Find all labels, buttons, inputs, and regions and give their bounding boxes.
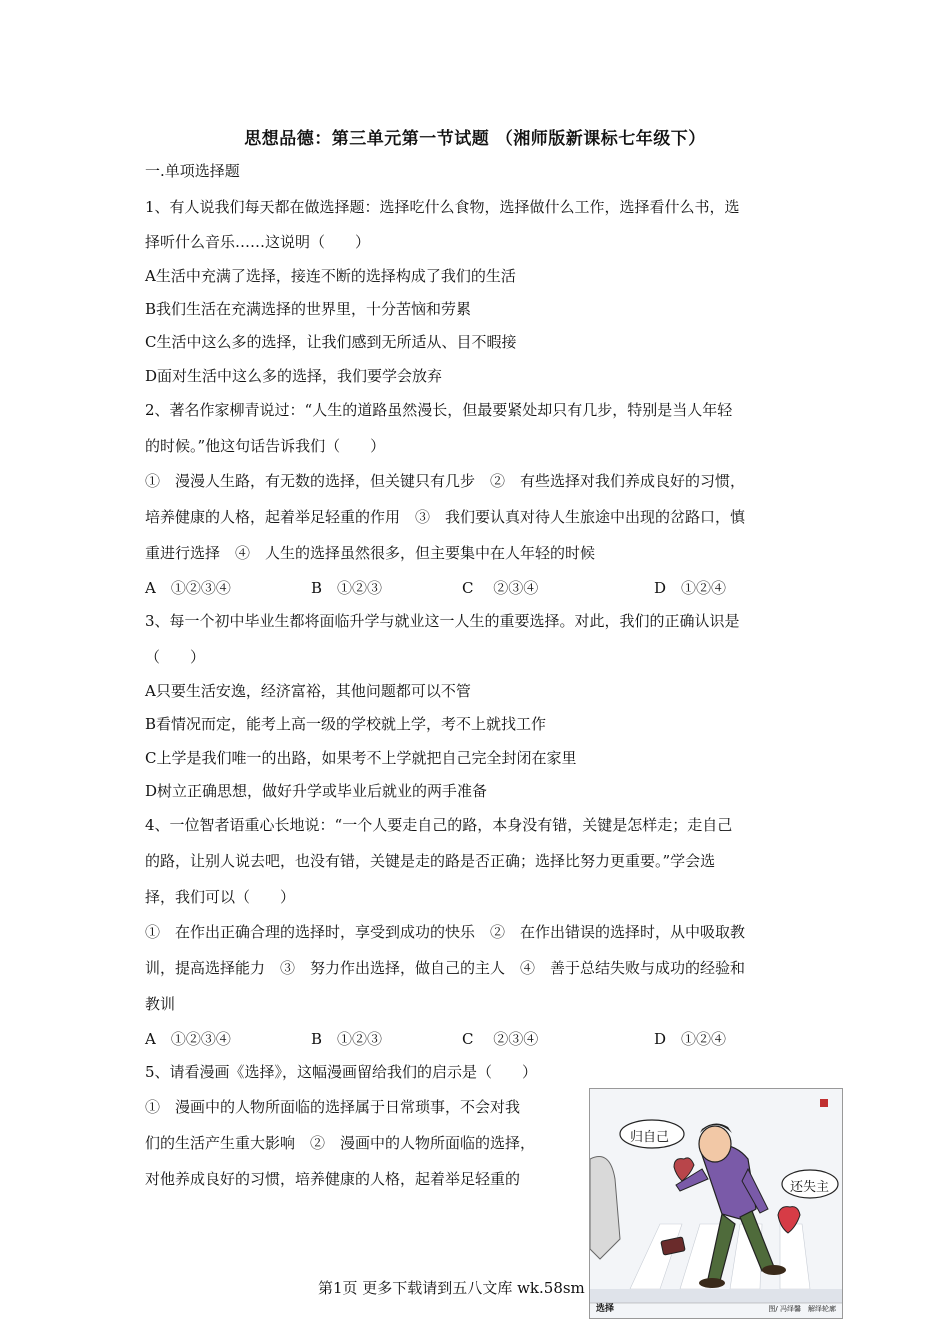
q1-option-d: D面对生活中这么多的选择，我们要学会放弃 <box>145 367 443 385</box>
q2-stem-cont: 的时候。”他这句话告诉我们（ ） <box>145 437 386 455</box>
q3-stem-cont: （ ） <box>145 648 206 666</box>
q4-option-c: C ②③④ <box>462 1030 539 1048</box>
q5-statement-line: 对他养成良好的习惯，培养健康的人格，起着举足轻重的 <box>145 1170 521 1188</box>
q4-option-d: D ①②④ <box>654 1030 727 1048</box>
section-heading: 一.单项选择题 <box>145 162 240 180</box>
q2-statement-line: 重进行选择 ④ 人生的选择虽然很多，但主要集中在人年轻的时候 <box>145 544 596 562</box>
q4-stem-cont: 的路，让别人说去吧，也没有错，关键是走的路是否正确；选择比努力更重要。”学会选 <box>145 852 716 870</box>
q4-option-a: A ①②③④ <box>145 1030 231 1048</box>
q1-option-c: C生活中这么多的选择，让我们感到无所适从、目不暇接 <box>145 333 517 351</box>
comic-credit: 图/ 冯绎馨 解绎轮廓 <box>768 1305 836 1313</box>
q2-stem: 2、著名作家柳青说过：“人生的道路虽然漫长，但最要紧处却只有几步，特别是当人年轻 <box>145 401 733 419</box>
q2-option-c: C ②③④ <box>462 579 539 597</box>
q2-statement-line: 培养健康的人格，起着举足轻重的作用 ③ 我们要认真对待人生旅途中出现的岔路口，慎 <box>145 508 746 526</box>
q5-stem: 5、请看漫画《选择》，这幅漫画留给我们的启示是（ ） <box>145 1063 538 1081</box>
q4-stem: 4、一位智者语重心长地说：“一个人要走自己的路，本身没有错，关键是怎样走；走自己 <box>145 816 733 834</box>
q1-option-b: B我们生活在充满选择的世界里，十分苦恼和劳累 <box>145 300 472 318</box>
q2-statement-line: ① 漫漫人生路，有无数的选择，但关键只有几步 ② 有些选择对我们养成良好的习惯， <box>145 472 746 490</box>
q5-statement-line: 们的生活产生重大影响 ② 漫画中的人物所面临的选择， <box>145 1134 536 1152</box>
comic-illustration <box>589 1088 843 1319</box>
q4-statement-line: ① 在作出正确合理的选择时，享受到成功的快乐 ② 在作出错误的选择时，从中吸取教 <box>145 923 746 941</box>
comic-caption: 选择 <box>596 1304 615 1314</box>
q4-statement-line: 训，提高选择能力 ③ 努力作出选择，做自己的主人 ④ 善于总结失败与成功的经验和 <box>145 959 746 977</box>
q1-option-a: A生活中充满了选择，接连不断的选择构成了我们的生活 <box>145 267 516 285</box>
q3-option-d: D树立正确思想，做好升学或毕业后就业的两手准备 <box>145 782 488 800</box>
comic-drawing <box>590 1089 842 1318</box>
q1-stem-cont: 择听什么音乐……这说明（ ） <box>145 233 371 251</box>
q1-stem: 1、有人说我们每天都在做选择题：选择吃什么食物，选择做什么工作，选择看什么书，选 <box>145 198 740 216</box>
q3-option-a: A只要生活安逸，经济富裕，其他问题都可以不管 <box>145 682 471 700</box>
q2-option-d: D ①②④ <box>654 579 727 597</box>
q3-option-b: B看情况而定，能考上高一级的学校就上学，考不上就找工作 <box>145 715 547 733</box>
q2-option-a: A ①②③④ <box>145 579 231 597</box>
page-footer: 第1页 更多下载请到五八文库 wk.58sm <box>318 1279 585 1297</box>
comic-bubble-right: 还失主 <box>790 1180 830 1195</box>
q3-stem: 3、每一个初中毕业生都将面临升学与就业这一人生的重要选择。对此，我们的正确认识是 <box>145 612 740 630</box>
q4-statement-line: 教训 <box>145 995 176 1013</box>
q4-stem-cont: 择，我们可以（ ） <box>145 888 296 906</box>
comic-bubble-left: 归自己 <box>630 1130 670 1145</box>
q3-option-c: C上学是我们唯一的出路，如果考不上学就把自己完全封闭在家里 <box>145 749 577 767</box>
q2-option-b: B ①②③ <box>311 579 383 597</box>
q5-statement-line: ① 漫画中的人物所面临的选择属于日常琐事，不会对我 <box>145 1098 521 1116</box>
q4-option-b: B ①②③ <box>311 1030 383 1048</box>
page-title: 思想品德：第三单元第一节试题 （湘师版新课标七年级下） <box>244 129 706 149</box>
